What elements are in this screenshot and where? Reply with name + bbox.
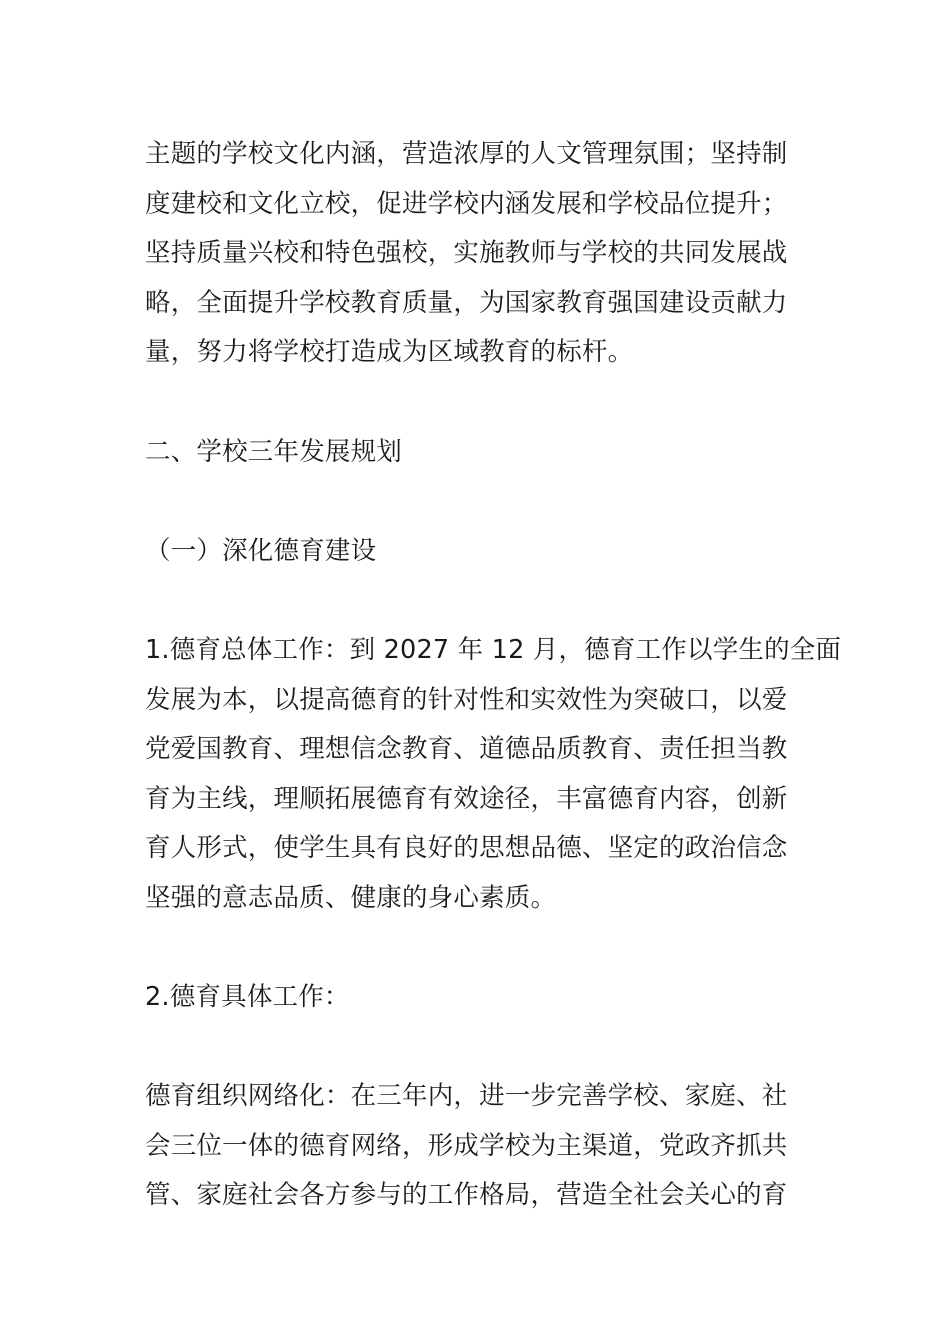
paragraph-gap: [145, 576, 810, 626]
subsection-title: （一）深化德育建设: [145, 535, 377, 566]
text-line: 育人形式，使学生具有良好的思想品德、坚定的政治信念: [145, 833, 788, 864]
text-line: 主题的学校文化内涵，营造浓厚的人文管理氛围；坚持制: [145, 139, 788, 169]
text-line: 略，全面提升学校教育质量，为国家教育强国建设贡献力: [145, 287, 788, 318]
item-2-title: 2.德育具体工作：: [145, 982, 350, 1013]
text-line: 党爱国教育、理想信念教育、道德品质教育、责任担当教: [145, 734, 788, 765]
paragraph-moral-education-network: [145, 1072, 810, 1221]
text-line: 量，努力将学校打造成为区域教育的标杆。: [145, 337, 634, 368]
text-line: 坚持质量兴校和特色强校，实施教师与学校的共同发展战: [145, 238, 788, 269]
text-line: 度建校和文化立校，促进学校内涵发展和学校品位提升；: [145, 188, 788, 219]
text-line: 管、家庭社会各方参与的工作格局，营造全社会关心的育: [145, 1180, 788, 1211]
text-line: 育为主线，理顺拓展德育有效途径，丰富德育内容，创新: [145, 783, 788, 814]
text-line: 会三位一体的德育网络，形成学校为主渠道，党政齐抓共: [145, 1130, 788, 1161]
paragraph-school-culture: [145, 130, 810, 378]
text-line: 1.德育总体工作：到 2027 年 12 月，德育工作以学生的全面: [145, 634, 842, 665]
document-body: [145, 130, 842, 1221]
paragraph-gap: [145, 924, 810, 974]
paragraph-gap: [145, 378, 810, 428]
text-line: 发展为本，以提高德育的针对性和实效性为突破口，以爱: [145, 684, 788, 715]
paragraph-gap: [145, 477, 810, 527]
text-line: 坚强的意志品质、健康的身心素质。: [145, 882, 557, 913]
section-title: 二、学校三年发展规划: [145, 436, 403, 467]
paragraph-gap: [145, 1023, 810, 1073]
text-line: 德育组织网络化：在三年内，进一步完善学校、家庭、社: [145, 1081, 788, 1112]
paragraph-moral-education-overall: [145, 626, 842, 924]
